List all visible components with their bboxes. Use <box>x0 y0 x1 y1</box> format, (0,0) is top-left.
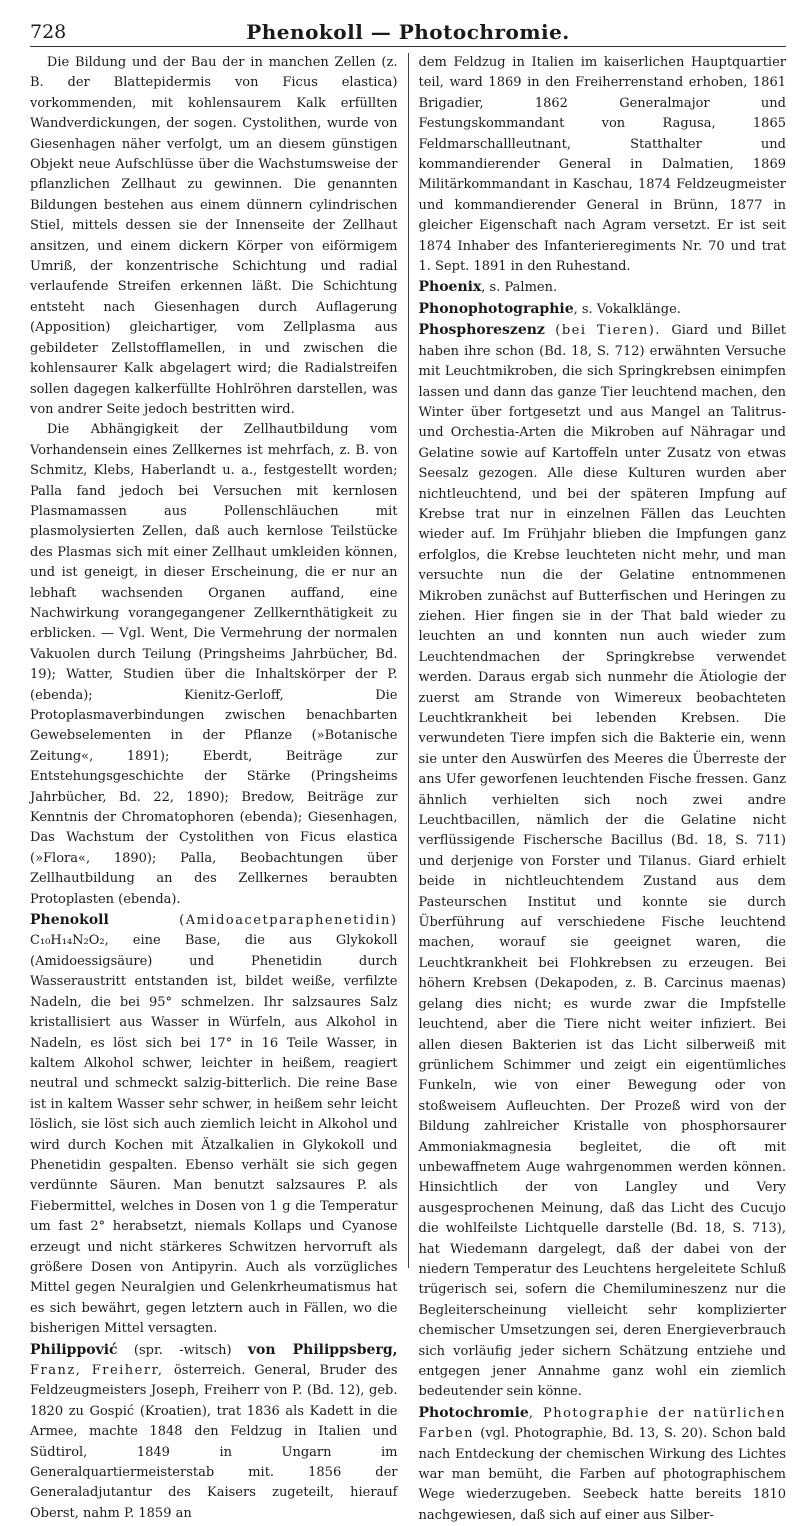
entry-term: Phosphoreszenz <box>418 322 545 339</box>
entry-text: (vgl. Photographie, Bd. 13, S. 20). Schon bald nach Entdeckung der chemischen Wirkung des Lichtes war man bemüht, die Farben auf photographischem Wege wiederzugeben. Seebeck hatte bereits 1810 nachgewiesen, daß sich auf einer aus Silber- <box>418 1426 786 1523</box>
entry-phonophotographie <box>419 299 787 320</box>
entry-term: Phoenix <box>418 279 482 296</box>
running-head: Phenokoll — Photochromie. <box>246 20 570 44</box>
entry-term: Philippović <box>30 1341 118 1358</box>
entry-phenokoll <box>30 910 398 1340</box>
left-column <box>30 53 404 1521</box>
entry-text: Giard und Billet haben ihre schon (Bd. 18, S. 712) erwähnten Versuche mit Leuchtmikroben, die sich Springkrebsen einimpfen lassen und dann das ganze Tier leuchtend machen, den Winter über fortgesetzt und aus Mangel an Talitrus- und Orchestia-Arten die Mikroben auf Nähragar und Gelatine sowie auf Kartoffeln unter Zusatz von etwas Seesalz gezogen. Alle diese Kulturen wurden aber nichtleuchtend, und bei der späteren Impfung auf Krebse trat nur in einzelnen Fällen das Leuchten wieder auf. Im Frühjahr blieben die Impfungen ganz erfolglos, die Krebse leuchteten nicht mehr, und man versuchte nun die der Gelatine entnommenen Mikroben zunächst auf Butterfischen und Heringen zu ziehen. Hier fingen sie in der That bald wieder zu leuchten an und konnten nun auch wieder zum Leuchtendmachen der Springkrebse verwendet werden. Daraus ergab sich nunmehr die Ätiologie der zuerst am Strande von Wimereux beobachteten Leuchtkrankheit bei lebenden Krebsen. Die verwundeten Tiere impfen sich die Bakterie ein, wenn sie unter den Auswürfen des Meeres die Überreste der ans Ufer geworfenen leuchtenden Fische fressen. Ganz ähnlich verhielten sich noch zwei andre Leuchtbacillen, nämlich der die Gelatine nicht verflüssigende Fischersche Bacillus (Bd. 18, S. 711) und derjenige von Forster und Tilanus. Giard erhielt beide in nichtleuchtendem Zustand aus dem Pasteurschen Institut und konnte sie durch Überführung auf verschiedene Fische leuchtend machen, worauf sie geeignet waren, die Leuchtkrankheit bei Flohkrebsen zu erzeugen. Bei höhern Krebsen (Dekapoden, z. B. Carcinus maenas) gelang dies nicht; es wurde zwar die Impfstelle leuchtend, aber die Tiere nicht weiter infiziert. Bei allen diesen Bakterien ist das Licht silberweiß mit grünlichem Schimmer und zeigt ein eigentümliches Funkeln, wie von einer Bewegung oder von stoßweisem Aufleuchten. Der Prozeß wird von der Bildung zahlreicher Kristalle von phosphorsaurer Ammoniakmagnesia begleitet, die oft mit unbewaffnetem Auge wahrgenommen werden können. Hinsichtlich der von Langley und Very ausgesprochenen Meinung, daß das Licht des Cucujo die wohlfeilste Lichtquelle darstelle (Bd. 18, S. 713), hat Wiedemann dargelegt, daß der dabei von der niedern Temperatur des Leuchtens hergeleitete Schluß trügerisch sei, sofern die Chemilumineszenz nur die Begleiterscheinung vielleicht sehr komplizierter chemischer Umsetzungen sei, deren Energieverbrauch sich vorläufig jeder sichern Schätzung entziehe und entgegen jener Annahme ganz wohl ein ziemlich bedeutender sein könne. <box>418 323 787 1400</box>
paragraph-cystolithen: Die Bildung und der Bau der in manchen Zellen (z. B. der Blattepidermis von Ficus elastica) vorkommenden, mit kohlensaurem Kalk erfüllten Wandverdickungen, der sogen. Cystolithen, wurde von Giesenhagen näher verfolgt, um an diesem günstigen Objekt neue Aufschlüsse über die Wachstumsweise der pflanzlichen Zellhaut zu gewinnen. Die genannten Bildungen bestehen aus einem dünnern cylindrischen Stiel, mittels dessen sie der Innenseite der Zellhaut ansitzen, und einem dickern Körper von eiförmigem Umriß, der konzentrische Schichtung und radial verlaufende Streifen erkennen läßt. Die Schichtung entsteht nach Giesenhagen durch Auflagerung (Apposition) gleichartiger, vom Zellplasma aus gebildeter Zellstofflamellen, in und zwischen die kohlensaurer Kalk abgelagert wird; die Radialstreifen sollen dagegen kalkerfüllte Hohlröhren darstellen, was von andrer Seite jedoch bestritten wird. <box>30 55 398 417</box>
entry-text: , s. Vokalklänge. <box>573 301 681 317</box>
entry-text: , s. Palmen. <box>481 280 558 296</box>
entry-term: Phonophotographie <box>418 300 574 317</box>
entry-text: österreich. General, Bruder des Feldzeugmeisters Joseph, Freiherr von P. (Bd. 12), geb. 1820 zu Gospić (Kroatien), trat 1836 als Kadett in die Armee, machte 1848 den Feldzug in Italien und Südtirol, 1849 in Ungarn im Generalquartiermeisterstab mit. 1856 der Generaladjutantur des Kaisers zugeteilt, hierauf Oberst, nahm P. 1859 an <box>30 1363 398 1521</box>
entry-subtitle: , Photographie der natürlichen Farben <box>418 1405 786 1442</box>
entry-term: Photochromie <box>418 1404 529 1421</box>
right-column <box>413 53 787 1523</box>
paragraph-philippovic-continued: dem Feldzug in Italien im kaiserlichen Hauptquartier teil, ward 1869 in den Freiherrenstand erhoben, 1861 Brigadier, 1862 Generalmajor und Festungskommandant von Ragusa, 1865 Feldmarschallleutnant, Statthalter und kommandierender General in Dalmatien, 1869 Militärkommandant in Kaschau, 1874 Feldzeugmeister und kommandierender General in Brünn, 1877 in gleicher Eigenschaft nach Agram versetzt. Er ist seit 1874 Inhaber des Infanterieregiments Nr. 70 und trat 1. Sept. 1891 in den Ruhestand. <box>418 55 786 275</box>
entry-subtitle: (Amidoacetparaphenetidin) <box>108 913 398 929</box>
entry-name: von Philippsberg, <box>247 1341 398 1358</box>
entry-philippovic <box>30 1340 398 1525</box>
text-columns <box>30 53 787 1523</box>
page-header <box>30 20 786 47</box>
paragraph-zellhautbildung: Die Abhängigkeit der Zellhautbildung vom Vorhandensein eines Zellkernes ist mehrfach, z. B. von Schmitz, Klebs, Haberlandt u. a., festgestellt worden; Palla fand jedoch bei Versuchen mit kernlosen Plasmamassen aus Pollenschläuchen mit plasmolysierten Zellen, daß auch kernlose Teilstücke des Plasmas sich mit einer Zellhaut umkleiden können, und ist geneigt, in dieser Erscheinung, die er nur an lebhaft wachsenden Organen auffand, eine Nachwirkung vorangegangener Zellkernthätigkeit zu erblicken. — Vgl. Went, Die Vermehrung der normalen Vakuolen durch Teilung (Pringsheims Jahrbücher, Bd. 19); Watter, Studien über die Inhaltskörper der P. (ebenda); Kienitz-Gerloff, Die Protoplasmaverbindungen zwischen benachbarten Gewebselementen in der Pflanze (»Botanische Zeitung«, 1891); Eberdt, Beiträge zur Entstehungsgeschichte der Stärke (Pringsheims Jahrbücher, Bd. 22, 1890); Bredow, Beiträge zur Kenntnis der Chromatophoren (ebenda); Giesenhagen, Das Wachstum der Cystolithen von Ficus elastica (»Flora«, 1890); Palla, Beobachtungen über Zellhautbildung an des Zellkernes beraubten Protoplasten (ebenda). <box>30 422 398 907</box>
entry-phoenix <box>419 277 787 298</box>
entry-given-name: Franz, Freiherr, <box>30 1363 174 1378</box>
entry-pronunciation: (spr. -witsch) <box>117 1342 248 1358</box>
entry-term: Phenokoll <box>30 912 109 929</box>
entry-photochromie <box>419 1403 787 1526</box>
entry-text: C₁₀H₁₄N₂O₂, eine Base, die aus Glykokoll (Amidoessigsäure) und Phenetidin durch Wasseraustritt entstanden ist, bildet weiße, verfilzte Nadeln, die bei 95° schmelzen. Ihr salzsaures Salz kristallisiert aus Wasser in Würfeln, aus Alkohol in Nadeln, es löst sich bei 17° in 16 Teile Wasser, in kaltem Alkohol schwer, leichter in heißem, reagiert neutral und schmeckt salzig-bitterlich. Die reine Base ist in kaltem Wasser sehr schwer, in heißem sehr leicht löslich, sie löst sich auch ziemlich leicht in Alkohol und wird durch Kochen mit Ätzalkalien in Glykokoll und Phenetidin gespalten. Ebenso verhält sie sich gegen verdünnte Säuren. Man benutzt salzsaures P. als Fiebermittel, welches in Dosen von 1 g die Temperatur um fast 2° herabsetzt, niemals Kollaps und Cyanose erzeugt und nicht stärkeres Schwitzen hervorruft als größere Dosen von Antipyrin. Auch als vorzügliches Mittel gegen Neuralgien und Gelenkrheumatismus hat es sich bewährt, gegen letztern auch in Fällen, wo die bisherigen Mittel versagten. <box>30 933 398 1337</box>
entry-subtitle: (bei Tieren). <box>544 323 672 339</box>
entry-phosphoreszenz <box>419 320 787 1403</box>
column-divider <box>408 53 409 1268</box>
page-number: 728 <box>30 21 67 43</box>
